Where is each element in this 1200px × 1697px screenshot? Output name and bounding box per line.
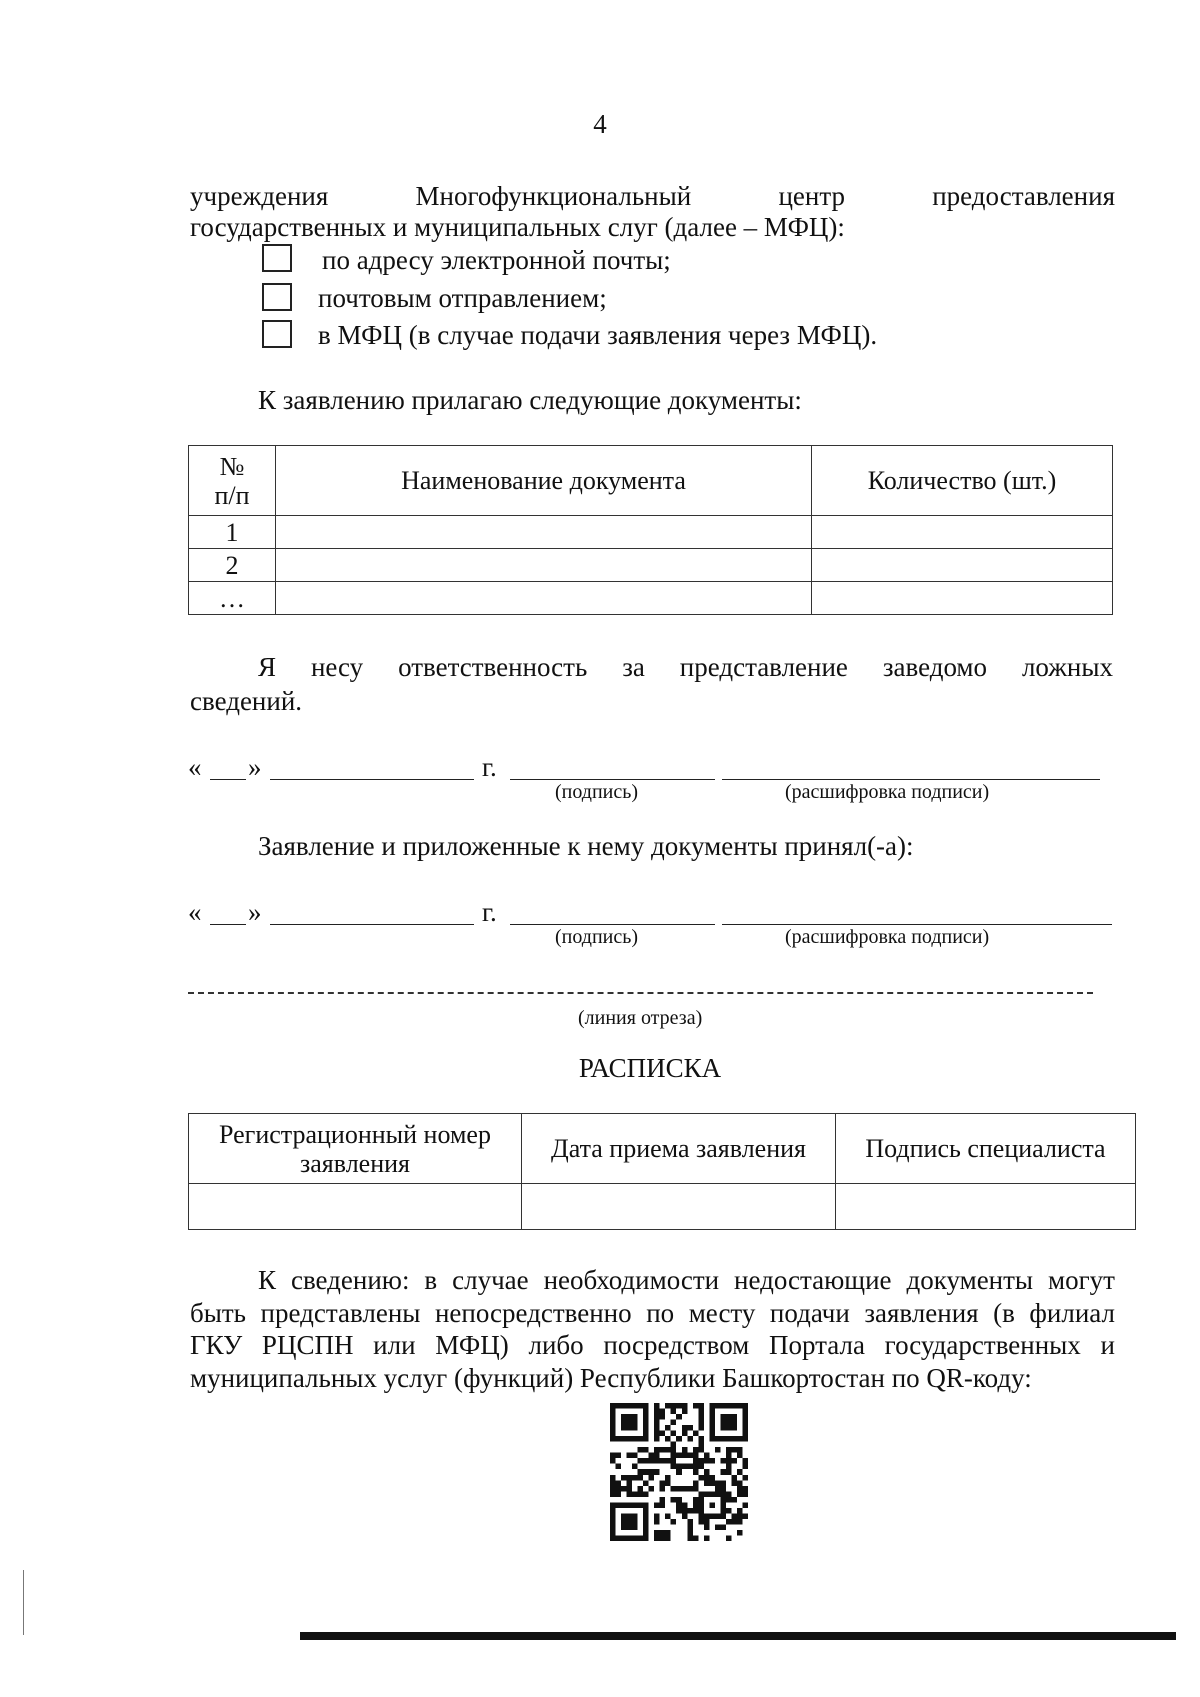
doc-name-cell[interactable] (276, 516, 812, 549)
attachments-heading: К заявлению прилагаю следующие документы: (258, 385, 802, 415)
date-open-quote: « (188, 897, 202, 927)
option-checkbox-email[interactable] (262, 244, 292, 272)
qr-code-icon[interactable] (610, 1403, 748, 1541)
option-label-mfc: в МФЦ (в случае подачи заявления через МФЦ). (318, 320, 878, 350)
header-number: № п/п (189, 446, 276, 516)
responsibility-word: представление (679, 652, 848, 682)
year-suffix: г. (482, 752, 497, 782)
notice-line-1: К сведению: в случае необходимости недостающие документы могут (258, 1265, 1115, 1295)
cut-line-label: (линия отреза) (578, 1007, 703, 1029)
intro-word: Многофункциональный (415, 181, 692, 211)
date-open-quote: « (188, 752, 202, 782)
option-checkbox-mfc[interactable] (262, 320, 292, 348)
header-registration-number: Регистрационный номер заявления (189, 1114, 522, 1184)
responsibility-word: за (622, 652, 645, 682)
responsibility-word: ответственность (398, 652, 588, 682)
intro-word: учреждения (190, 181, 329, 211)
year-suffix: г. (482, 897, 497, 927)
header-doc-name: Наименование документа (276, 446, 812, 516)
table-header-row (189, 1114, 1136, 1184)
signature-decode-label: (расшифровка подписи) (785, 781, 990, 803)
intro-word: центр (778, 181, 845, 211)
header-acceptance-date: Дата приема заявления (522, 1114, 836, 1184)
date-close-quote: » (248, 897, 262, 927)
intro-word: предоставления (932, 181, 1115, 211)
notice-line-2: быть представлены непосредственно по месту подачи заявления (в филиал (190, 1298, 1115, 1328)
signature-label: (подпись) (555, 926, 639, 948)
notice-line-3: ГКУ РЦСПН или МФЦ) либо посредством Портала государственных и (190, 1330, 1115, 1360)
responsibility-word: заведомо (882, 652, 988, 682)
signature-decode-label: (расшифровка подписи) (785, 926, 990, 948)
quantity-cell[interactable] (812, 516, 1113, 549)
header-specialist-signature: Подпись специалиста (836, 1114, 1136, 1184)
table-row (189, 516, 1113, 549)
signature-label: (подпись) (555, 781, 639, 803)
responsibility-word: ложных (1021, 652, 1113, 682)
table-header-row (189, 446, 1113, 516)
option-label-email: по адресу электронной почты; (322, 245, 671, 275)
responsibility-word: Я (258, 652, 277, 682)
scan-artifact-line (23, 1570, 24, 1635)
receipt-title: РАСПИСКА (578, 1053, 722, 1083)
month-field[interactable] (270, 779, 474, 780)
intro-line-2: государственных и муниципальных слуг (далее – МФЦ): (190, 212, 845, 242)
table-row (189, 1184, 1136, 1230)
specialist-signature-cell[interactable] (836, 1184, 1136, 1230)
acceptance-date-cell[interactable] (522, 1184, 836, 1230)
table-row (189, 582, 1113, 615)
row-number: 1 (189, 516, 276, 549)
row-number: … (189, 582, 276, 615)
date-close-quote: » (248, 752, 262, 782)
intro-line-1 (190, 180, 1115, 212)
option-checkbox-post[interactable] (262, 283, 292, 311)
day-field[interactable] (210, 924, 246, 925)
notice-line-4: муниципальных услуг (функций) Республики Башкортостан по QR-коду: (190, 1363, 1032, 1393)
month-field[interactable] (270, 924, 474, 925)
cut-line (188, 992, 1093, 994)
quantity-cell[interactable] (812, 549, 1113, 582)
responsibility-word: несу (310, 652, 364, 682)
registration-number-cell[interactable] (189, 1184, 522, 1230)
accepted-text: Заявление и приложенные к нему документы принял(-а): (258, 831, 914, 861)
responsibility-line-1 (258, 651, 1113, 683)
page-number: 4 (593, 109, 607, 139)
day-field[interactable] (210, 779, 246, 780)
doc-name-cell[interactable] (276, 549, 812, 582)
header-quantity: Количество (шт.) (812, 446, 1113, 516)
doc-name-cell[interactable] (276, 582, 812, 615)
row-number: 2 (189, 549, 276, 582)
quantity-cell[interactable] (812, 582, 1113, 615)
table-row (189, 549, 1113, 582)
documents-table (188, 445, 1113, 615)
option-label-post: почтовым отправлением; (318, 283, 607, 313)
responsibility-line-2: сведений. (190, 686, 303, 716)
receipt-table (188, 1113, 1136, 1230)
bottom-rule (300, 1632, 1176, 1640)
